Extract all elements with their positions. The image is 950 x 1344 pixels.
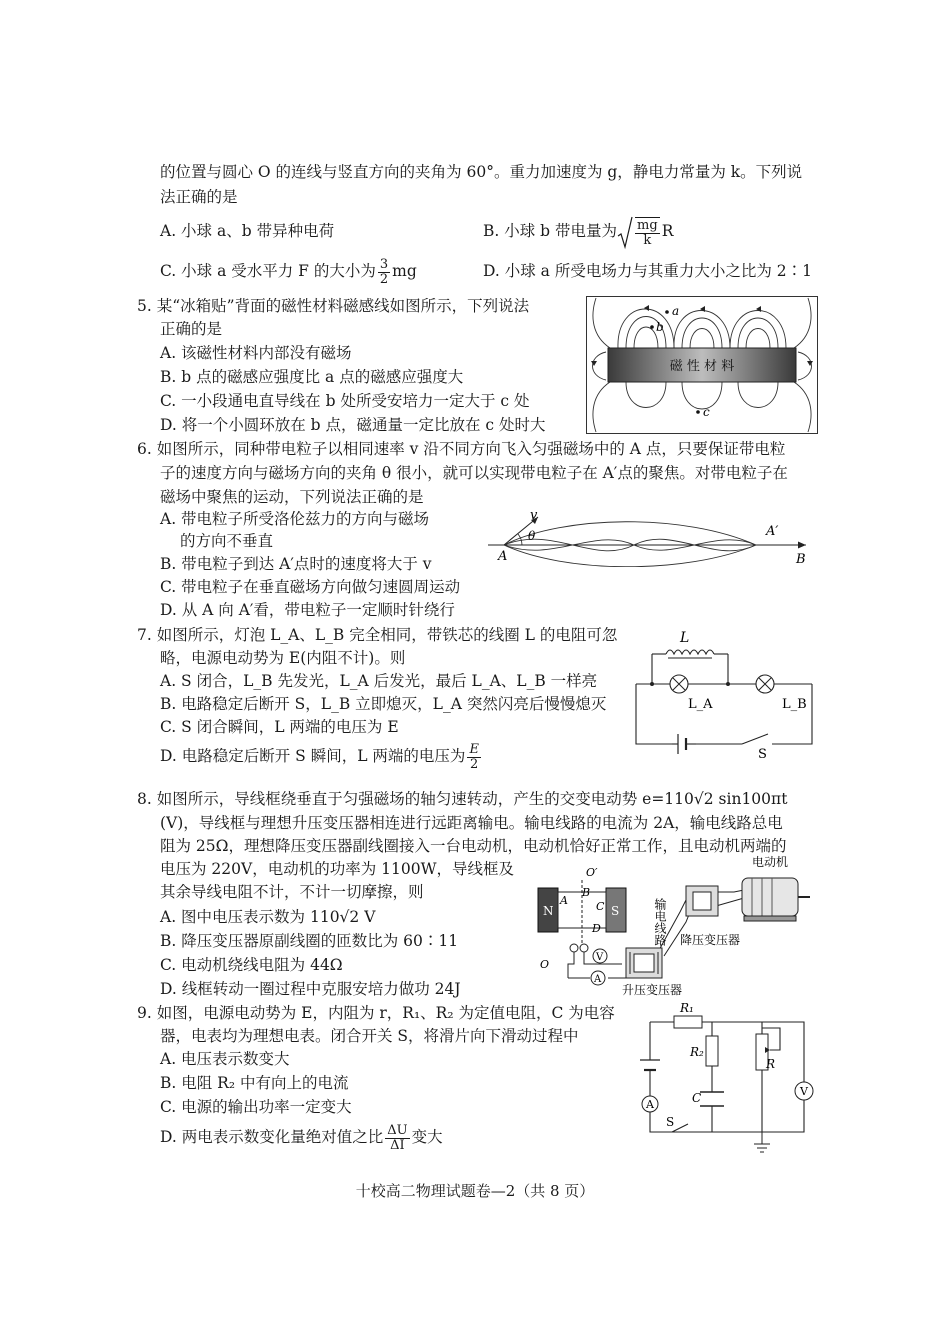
q9-option-a: A. 电压表示数变大 — [160, 1050, 290, 1068]
label-L: L — [680, 630, 690, 646]
q7-circuit-figure — [632, 626, 818, 760]
ammeter-a — [642, 1096, 658, 1112]
point-b-label: b — [656, 320, 664, 334]
q6-option-d: D. 从 A 向 A′看，带电粒子一定顺时针绕行 — [160, 601, 455, 619]
label-R: R — [766, 1057, 776, 1071]
q7-option-c: C. S 闭合瞬间，L 两端的电压为 E — [160, 718, 399, 736]
q9-option-d-tail: 变大 — [411, 1128, 443, 1146]
switch-s — [672, 1124, 688, 1132]
q5-stem-line2: 正确的是 — [160, 320, 223, 338]
label-R1: R₁ — [680, 1001, 694, 1015]
q8-stem-line2: (V)，导线框与理想升压变压器相连进行远距离输电。输电线路的电流为 2A，输电线路总电 — [160, 814, 783, 832]
voltmeter-label: V — [800, 1085, 808, 1098]
label-step-up: 升压变压器 — [622, 983, 683, 997]
q4-c-numerator: 3 — [379, 256, 389, 272]
q7-option-d-text: D. 电路稳定后断开 S 瞬间，L 两端的电压为 — [160, 747, 466, 765]
q4-option-c-tail: mg — [392, 262, 417, 280]
point-c-dot — [696, 410, 700, 414]
step-down-transformer — [686, 886, 718, 916]
step-up-transformer — [626, 948, 662, 978]
q9-option-d — [160, 1120, 443, 1154]
q9-circuit-figure — [636, 1000, 818, 1160]
switch-s — [742, 734, 768, 744]
ammeter — [591, 971, 605, 985]
lamp-la — [670, 675, 688, 693]
label-pt-D: D — [592, 922, 601, 935]
q8-stem-line5: 其余导线电阻不计，不计一切摩擦，则 — [160, 883, 424, 901]
q4-option-c — [160, 256, 417, 287]
q4-option-b — [483, 214, 673, 250]
q7-stem-line1: 7. 如图所示，灯泡 L_A、L_B 完全相同，带铁芯的线圈 L 的电阻可忽 — [137, 626, 618, 644]
battery — [640, 1060, 660, 1070]
q9-stem-line1: 9. 如图，电源电动势为 E，内阻为 r，R₁、R₂ 为定值电阻，C 为电容 — [137, 1004, 615, 1022]
label-C: C — [692, 1091, 702, 1105]
q6-stem-line2: 子的速度方向与磁场方向的夹角 θ 很小，就可以实现带电粒子在 A′点的聚焦。对带电粒子在 — [160, 464, 788, 482]
q8-option-d: D. 线框转动一圈过程中克服安培力做功 24J — [160, 980, 461, 998]
q8-stem-line4: 电压为 220V，电动机的功率为 1100W，导线框及 — [160, 860, 515, 878]
q7-d-denominator: 2 — [470, 756, 479, 772]
resistor-r1 — [674, 1016, 702, 1028]
label-pt-C: C — [596, 900, 605, 913]
b-arrow — [798, 542, 806, 549]
magnet-label: 磁 性 材 料 — [669, 359, 735, 374]
generator — [538, 866, 626, 971]
q5-option-a: A. 该磁性材料内部没有磁场 — [160, 344, 352, 362]
q8-stem-line1: 8. 如图所示，导线框绕垂直于匀强磁场的轴匀速转动，产生的交变电动势 e=110√2 sin100πt — [137, 790, 788, 808]
q4-option-c-fraction — [378, 258, 390, 287]
q9-stem-line2: 器，电表均为理想电表。闭合开关 S，将滑片向下滑动过程中 — [160, 1027, 579, 1045]
label-O: O — [540, 958, 550, 971]
q8-option-a: A. 图中电压表示数为 110√2 V — [160, 908, 376, 926]
q6-option-a-line1: A. 带电粒子所受洛伦兹力的方向与磁场 — [160, 510, 430, 528]
label-v: v — [530, 508, 538, 523]
q8-stem-line3: 阻为 25Ω，理想降压变压器副线圈接入一台电动机，电动机恰好正常工作，且电动机两端的 — [160, 837, 787, 855]
q4-b-denominator: k — [643, 232, 652, 248]
q9-d-numerator: ΔU — [387, 1122, 408, 1138]
q7-option-d-fraction — [467, 743, 481, 772]
capacitor-c — [700, 1092, 724, 1106]
q8-option-c: C. 电动机绕线电阻为 44Ω — [160, 956, 343, 974]
q9-option-d-fraction — [385, 1124, 409, 1153]
q8-transmission-figure — [530, 852, 820, 998]
label-LA: L_A — [688, 697, 713, 712]
q5-magnet-figure — [586, 296, 818, 434]
ammeter-label: A — [594, 974, 602, 985]
q9-option-b: B. 电阻 R₂ 中有向上的电流 — [160, 1074, 349, 1092]
ammeter-label: A — [646, 1098, 654, 1111]
q7-d-numerator: E — [469, 741, 479, 757]
label-step-down: 降压变压器 — [680, 933, 741, 947]
ground-symbol — [754, 1132, 770, 1152]
label-S: S — [666, 1115, 675, 1129]
point-a-dot — [665, 310, 669, 314]
q9-option-d-text: D. 两电表示数变化量绝对值之比 — [160, 1128, 384, 1146]
q5-stem-line1: 5. 某“冰箱贴”背面的磁性材料磁感线如图所示，下列说法 — [137, 297, 530, 315]
q6-stem-line1: 6. 如图所示，同种带电粒子以相同速率 v 沿不同方向飞入匀强磁场中的 A 点，只要保证带电粒 — [137, 440, 786, 458]
q7-option-a: A. S 闭合，L_B 先发光，L_A 后发光，最后 L_A、L_B 一样亮 — [160, 672, 598, 690]
q4-option-b-fraction — [635, 217, 660, 248]
q4-option-c-text: C. 小球 a 受水平力 F 的大小为 — [160, 262, 376, 280]
q9-option-c: C. 电源的输出功率一定变大 — [160, 1098, 352, 1116]
q7-option-b: B. 电路稳定后断开 S，L_B 立即熄灭，L_A 突然闪亮后慢慢熄灭 — [160, 695, 607, 713]
q5-option-b: B. b 点的磁感应强度比 a 点的磁感应强度大 — [160, 368, 464, 386]
voltmeter-v — [795, 1082, 813, 1100]
voltmeter — [593, 949, 607, 963]
label-N: N — [543, 904, 554, 918]
q9-d-denominator: ΔI — [390, 1137, 405, 1153]
voltmeter-label: V — [596, 952, 604, 963]
q4-b-numerator: mg — [637, 217, 658, 233]
inductor-coil — [666, 650, 714, 654]
q6-option-a-line2: 的方向不垂直 — [180, 532, 274, 550]
q6-focusing-figure — [484, 505, 818, 567]
q6-option-b: B. 带电粒子到达 A′点时的速度将大于 v — [160, 555, 432, 573]
label-magnet-S: S — [611, 904, 620, 918]
label-pt-B: B — [582, 886, 591, 899]
trajectories — [504, 522, 756, 567]
electric-motor — [742, 878, 810, 921]
q8-option-b: B. 降压变压器原副线圈的匝数比为 60∶11 — [160, 932, 459, 950]
sqrt-sign — [617, 215, 633, 250]
point-a-label: a — [672, 304, 680, 318]
resistor-r2 — [706, 1036, 718, 1066]
label-A-prime: A′ — [766, 524, 779, 539]
q4-option-a: A. 小球 a、b 带异种电荷 — [160, 222, 335, 240]
label-LB: L_B — [782, 697, 807, 712]
label-theta: θ — [528, 529, 536, 543]
label-pt-A: A — [560, 894, 568, 907]
page-footer: 十校高二物理试题卷—2（共 8 页） — [355, 1182, 595, 1200]
label-motor: 电动机 — [752, 855, 789, 869]
q4-stem-line2: 法正确的是 — [160, 188, 238, 206]
label-A: A — [498, 549, 508, 564]
q4-c-denominator: 2 — [379, 271, 389, 287]
junction-dot — [726, 682, 730, 686]
q7-option-d — [160, 740, 483, 772]
point-b-dot — [650, 325, 654, 329]
theta-arc — [518, 534, 522, 545]
label-R2: R₂ — [690, 1045, 704, 1059]
q5-option-c: C. 一小段通电直导线在 b 处所受安培力一定大于 c 处 — [160, 392, 530, 410]
lamp-lb — [756, 675, 774, 693]
q7-stem-line2: 略，电源电动势为 E(内阻不计)。则 — [160, 649, 406, 667]
battery-symbol — [672, 734, 696, 754]
label-S: S — [758, 747, 767, 760]
q4-stem-line1: 的位置与圆心 O 的连线与竖直方向的夹角为 60°。重力加速度为 g，静电力常量为 k。下列说 — [160, 163, 803, 181]
q5-option-d: D. 将一个小圆环放在 b 点，磁通量一定比放在 c 处时大 — [160, 416, 546, 434]
point-c-label: c — [703, 405, 710, 419]
label-transmission-line: 输电线路 — [653, 898, 667, 946]
q6-stem-line3: 磁场中聚焦的运动，下列说法正确的是 — [160, 488, 424, 506]
q4-option-b-tail: R — [661, 222, 674, 240]
q4-option-b-text: B. 小球 b 带电量为 — [483, 222, 618, 240]
label-B: B — [796, 552, 806, 567]
junction-dot — [650, 682, 654, 686]
q4-option-d: D. 小球 a 所受电场力与其重力大小之比为 2∶1 — [483, 262, 812, 280]
label-O-prime: O′ — [586, 866, 598, 879]
q6-option-c: C. 带电粒子在垂直磁场方向做匀速圆周运动 — [160, 578, 461, 596]
